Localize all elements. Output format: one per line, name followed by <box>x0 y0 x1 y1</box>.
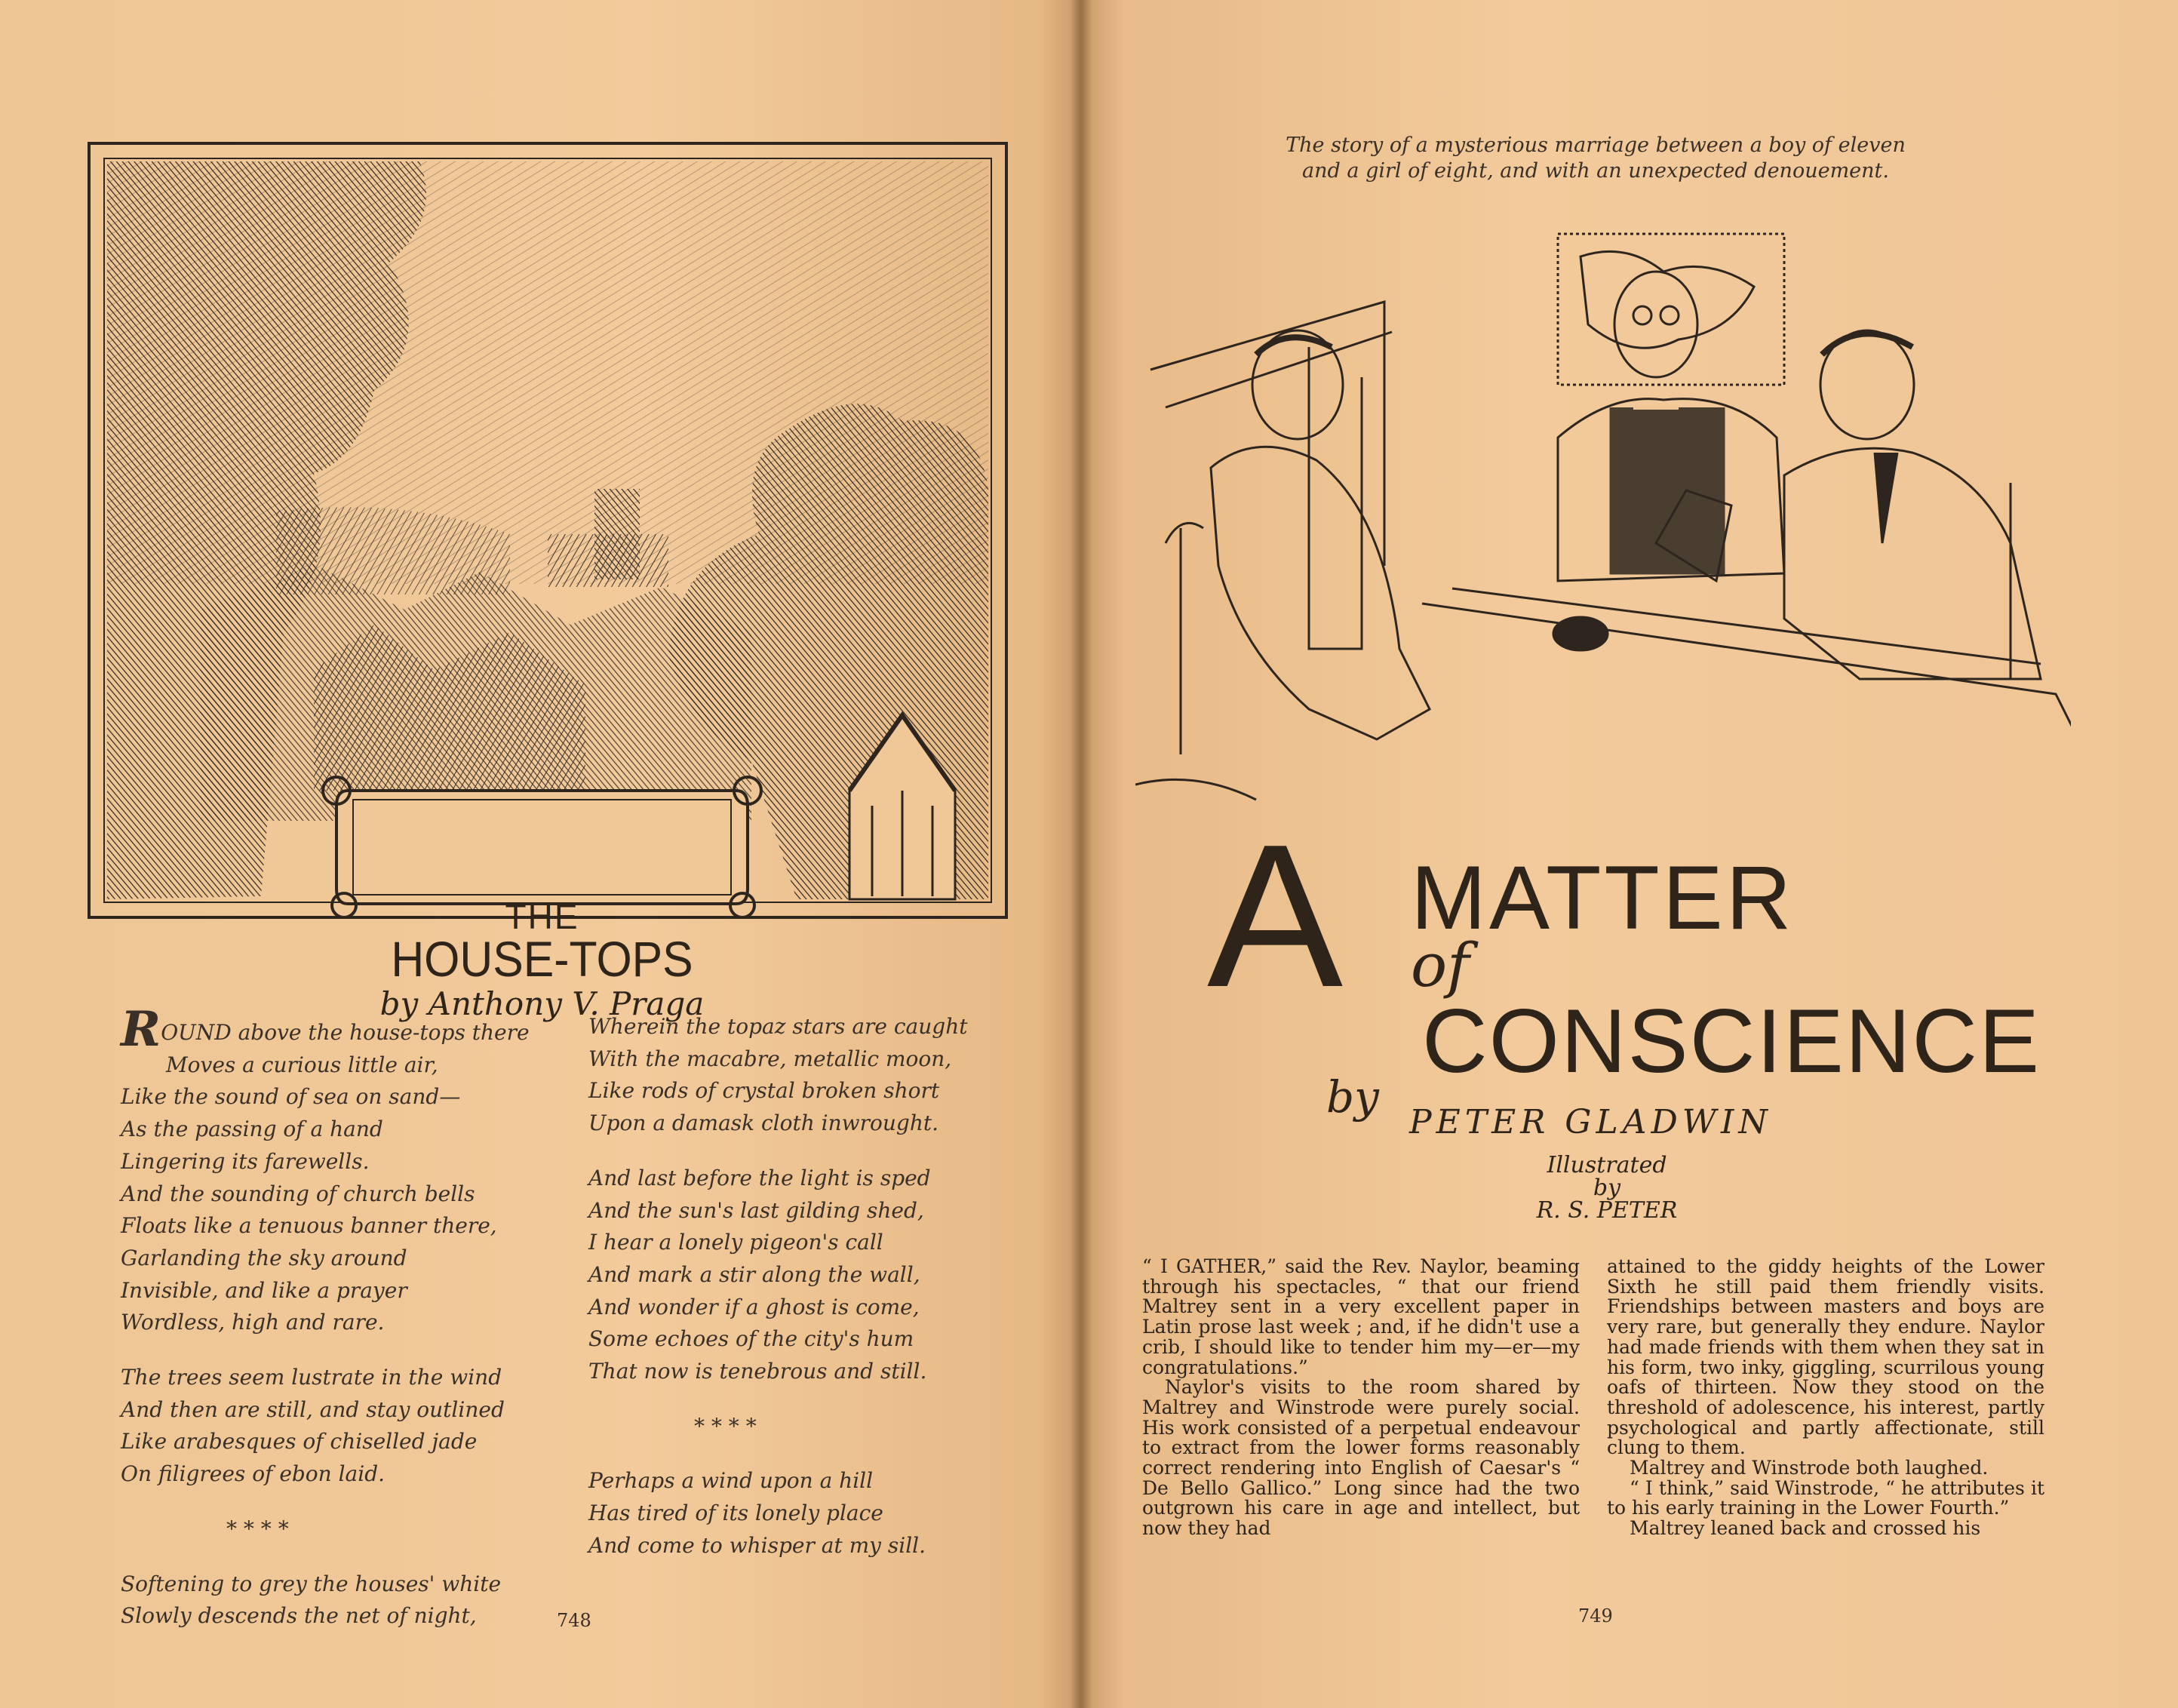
poem-line: Upon a damask cloth inwrought. <box>588 1111 939 1136</box>
poem-line: Lingering its farewells. <box>121 1148 370 1174</box>
poem-line: As the passing of a hand <box>121 1117 383 1142</box>
page-number-right: 749 <box>1578 1605 1613 1627</box>
poem-column-2 <box>588 1011 968 1562</box>
drop-cap: R <box>121 1001 161 1058</box>
illustrator-credit <box>1494 1154 1720 1222</box>
poem-line: Invisible, and like a prayer <box>121 1277 407 1303</box>
poem-line: And the sounding of church bells <box>121 1181 475 1206</box>
story-paragraph: Naylor's visits to the room shared by Maltrey and Winstrode were purely social. His work consisted of a perpetual endeavour to extract from the lower forms reasonably correct rendering into English of Caesar's “ De Bello Gallico.” Long since had the two outgrown his care in age and intellect, but now they had <box>1142 1376 1580 1540</box>
poem-line: Like the sound of sea on sand— <box>121 1084 461 1110</box>
poem-line: And wonder if a ghost is come, <box>588 1294 920 1319</box>
stanza-gap <box>121 1339 530 1362</box>
poem-line: * * * * <box>694 1413 757 1439</box>
stanza-gap <box>121 1546 530 1568</box>
poem-line: That now is tenebrous and still. <box>588 1359 927 1384</box>
stanza-gap <box>588 1442 968 1465</box>
story-paragraph: “ I think,” said Winstrode, “ he attributes it to his early training in the Lower Fourth.” <box>1607 1476 2044 1519</box>
poem-line: And last before the light is sped <box>588 1165 931 1190</box>
poem-line: * * * * <box>226 1516 289 1541</box>
poem-line: Slowly descends the net of night, <box>121 1603 477 1629</box>
poem-line: And mark a stir along the wall, <box>588 1261 920 1287</box>
poem-line: And the sun's last gilding shed, <box>588 1197 924 1223</box>
poem-line: Softening to grey the houses' white <box>121 1571 502 1596</box>
illustrated-label: Illustrated <box>1547 1152 1667 1178</box>
poem-line: ROUND above the house-tops there <box>121 1001 530 1058</box>
stanza-gap <box>121 1491 530 1513</box>
poem-line: The trees seem lustrate in the wind <box>121 1365 502 1390</box>
illustrator-name: R. S. PETER <box>1536 1197 1678 1224</box>
stanza-gap <box>588 1388 968 1411</box>
author-name: PETER GLADWIN <box>1409 1103 1772 1141</box>
title-by: by <box>1326 1071 1379 1123</box>
story-paragraph: attained to the giddy heights of the Lower Sixth he still paid them friendly visits. Friendships between masters and boys are very rare, but generally they endure. Naylor had made friends with them when they sat in his form, two inky, giggling, scurrilous young oafs of thirteen. Now they stood on the threshold of adolescence, his interest, partly psychological and partly affectionate, still clung to them. <box>1607 1255 2044 1459</box>
story-paragraph: “ I GATHER,” said the Rev. Naylor, beaming through his spectacles, “ that our friend Maltrey sent in a very excellent paper in Latin prose last week ; and, if he didn't use a crib, I should like to tender him my—er—my congratulations.” <box>1142 1255 1580 1378</box>
illustrated-by-label: by <box>1593 1175 1621 1201</box>
poem-line: Perhaps a wind upon a hill <box>588 1468 874 1494</box>
poem-line: With the macabre, metallic moon, <box>588 1046 952 1071</box>
story-illustration <box>1135 226 2071 807</box>
story-column-1 <box>1142 1257 1580 1539</box>
story-column-2 <box>1607 1257 2044 1539</box>
poem-line: Moves a curious little air, <box>166 1052 438 1077</box>
story-tagline <box>1256 133 1935 184</box>
title-of: of <box>1411 930 1470 1000</box>
tagline-line2: and a girl of eight, and with an unexpected denouement. <box>1302 159 1889 183</box>
gutter-shadow <box>1070 0 1092 1708</box>
title-matter: MATTER <box>1411 847 1795 948</box>
poem-line: Floats like a tenuous banner there, <box>121 1213 497 1239</box>
poem-line: Wherein the topaz stars are caught <box>588 1014 968 1039</box>
poem-line: Wordless, high and rare. <box>121 1310 385 1335</box>
poem-line: Some echoes of the city's hum <box>588 1326 914 1352</box>
poem-column-1 <box>121 1001 530 1633</box>
poem-title-line1: THE <box>505 897 579 936</box>
title-letter-a: A <box>1207 803 1344 1030</box>
poem-title-line2: HOUSE-TOPS <box>391 931 693 987</box>
poem-line: Has tired of its lonely place <box>588 1501 883 1526</box>
poem-byline: by Anthony V. Praga <box>379 985 705 1022</box>
poem-line: Like rods of crystal broken short <box>588 1078 940 1104</box>
story-paragraph: Maltrey leaned back and crossed his <box>1630 1517 1981 1540</box>
poem-line: Like arabesques of chiselled jade <box>121 1429 478 1455</box>
poem-line: And then are still, and stay outlined <box>121 1396 505 1422</box>
house-tops-illustration <box>88 142 1008 1022</box>
page-number-left: 748 <box>557 1610 591 1631</box>
stanza-gap <box>588 1140 968 1163</box>
poem-line: And come to whisper at my sill. <box>588 1532 926 1558</box>
story-paragraph: Maltrey and Winstrode both laughed. <box>1630 1457 1989 1479</box>
poem-line: On filigrees of ebon laid. <box>121 1461 386 1487</box>
title-cartouche <box>336 783 748 1024</box>
title-conscience: CONSCIENCE <box>1422 991 2041 1092</box>
poem-line: Garlanding the sky around <box>121 1245 407 1270</box>
poem-line: I hear a lonely pigeon's call <box>588 1230 883 1255</box>
tagline-line1: The story of a mysterious marriage between a boy of eleven <box>1286 134 1906 157</box>
